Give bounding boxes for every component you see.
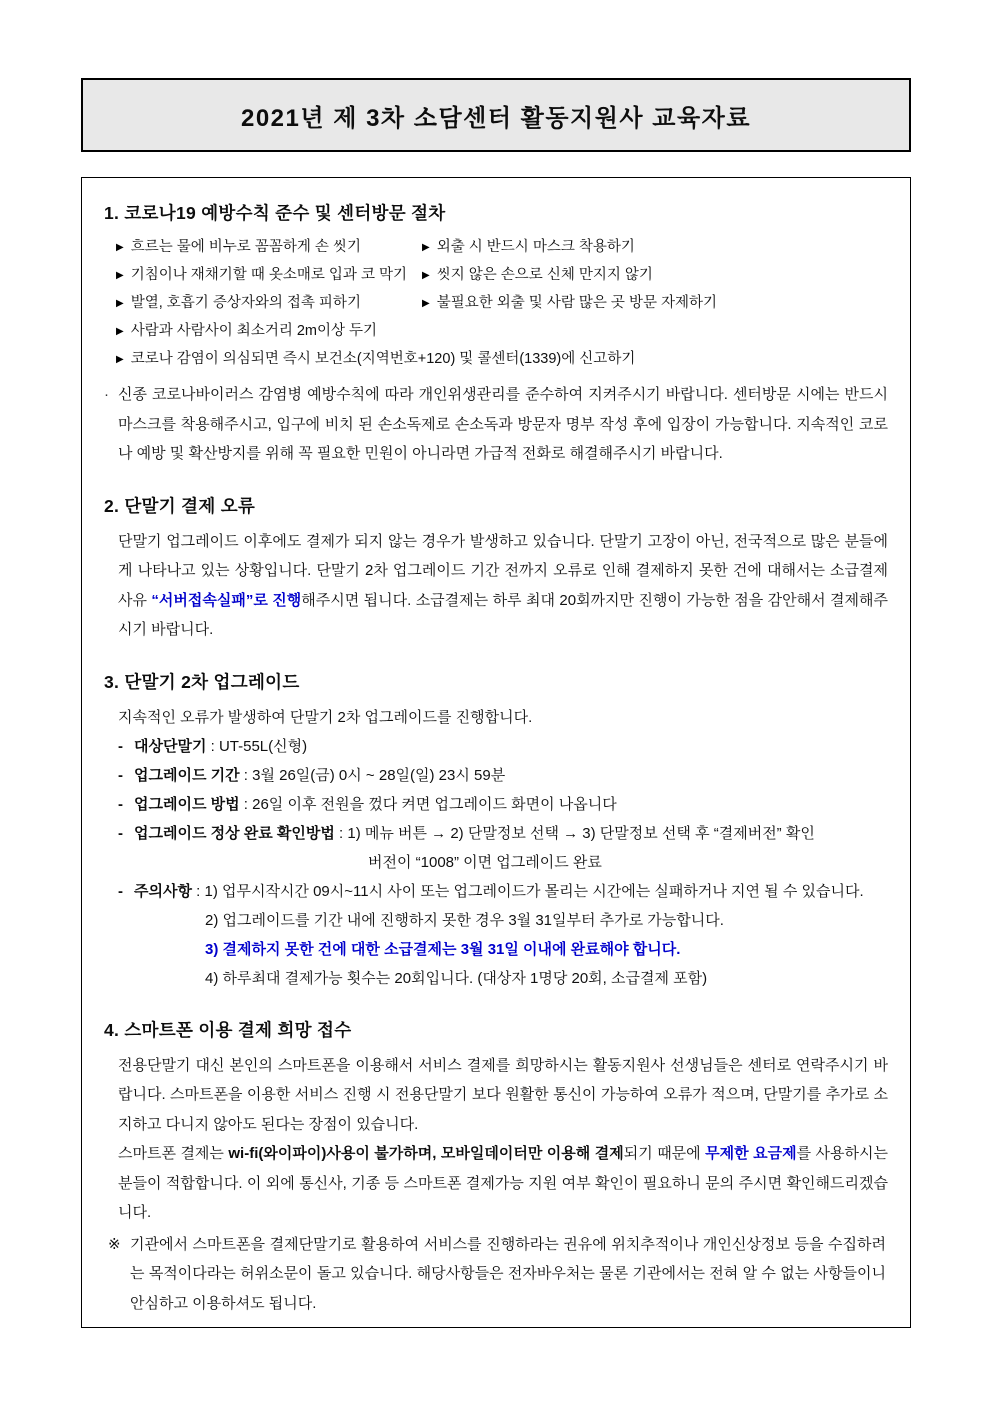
list-item — [422, 290, 888, 318]
paragraph-text: 기관에서 스마트폰을 결제단말기로 활용하여 서비스를 진행하라는 권유에 위치추적이나 개인신상정보 등을 수집하려는 목적이다라는 허위소문이 돌고 있습니다. 해당사항들은 전자바우처는 물론 기관에서는 전혀 알 수 없는 사항들이니 안심하고 이용하셔도 됩니다. — [130, 1235, 886, 1312]
bullet-text: 씻지 않은 손으로 신체 만지지 않기 — [436, 267, 653, 283]
triangle-bullet-icon: ▶ — [116, 326, 124, 337]
dash-bullet-icon: - — [118, 737, 123, 755]
paragraph-text: 전용단말기 대신 본인의 스마트폰을 이용해서 서비스 결제를 희망하시는 활동지원사 선생님들은 센터로 연락주시기 바랍니다. 스마트폰을 이용한 서비스 진행 시 전용단말기 보다 원활한 통신이 가능하여 오류가 적으며, 단말기를 추가로 소지하고 다니지 않아도 된다는 장점이 있습니다. — [118, 1056, 888, 1133]
list-item — [104, 761, 888, 790]
triangle-bullet-icon: ▶ — [422, 242, 430, 253]
covid-bullet-grid — [104, 234, 888, 318]
list-item-text: 업그레이드 기간 : 3월 26일(금) 0시 ~ 28일(일) 23시 59분 — [134, 766, 506, 784]
paragraph-text: 지속적인 오류가 발생하여 단말기 2차 업그레이드를 진행합니다. — [118, 708, 533, 726]
section-3-heading: 3. 단말기 2차 업그레이드 — [104, 671, 300, 692]
list-item — [116, 318, 888, 346]
document-body-box — [81, 177, 911, 1328]
section-covid-rules — [104, 200, 888, 469]
triangle-bullet-icon: ▶ — [422, 270, 430, 281]
dash-bullet-icon: - — [118, 824, 123, 842]
section-2-heading: 2. 단말기 결제 오류 — [104, 495, 256, 516]
list-item-text: 업그레이드 방법 : 26일 이후 전원을 껐다 켜면 업그레이드 화면이 나옵니다 — [134, 795, 617, 813]
bullet-text: 흐르는 물에 비누로 꼼꼼하게 손 씻기 — [130, 239, 361, 255]
covid-bullet-singles — [104, 318, 888, 374]
list-item — [422, 234, 888, 262]
section-terminal-upgrade — [104, 669, 888, 993]
bullet-text: 외출 시 반드시 마스크 착용하기 — [436, 239, 635, 255]
bullet-text: 코로나 감염이 의심되면 즉시 보건소(지역번호+120) 및 콜센터(1339)에 신고하기 — [130, 351, 636, 367]
document-title-box — [81, 78, 911, 152]
list-item — [104, 790, 888, 819]
bullet-text: 불필요한 외출 및 사람 많은 곳 방문 자제하기 — [436, 295, 718, 311]
triangle-bullet-icon: ▶ — [422, 298, 430, 309]
section-1-heading: 1. 코로나19 예방수칙 준수 및 센터방문 절차 — [104, 203, 446, 223]
list-item-text: 업그레이드 정상 완료 확인방법 : 1) 메뉴 버튼 → 2) 단말정보 선택 → 3) 단말정보 선택 후 “결제버전” 확인 — [134, 824, 815, 842]
bullet-text: 사람과 사람사이 최소거리 2m이상 두기 — [130, 323, 378, 339]
list-item — [116, 290, 422, 318]
list-item — [104, 732, 888, 761]
section-4-heading: 4. 스마트폰 이용 결제 희망 접수 — [104, 1019, 352, 1040]
list-item — [116, 346, 888, 374]
section-terminal-payment-error — [104, 493, 888, 645]
list-item — [116, 234, 422, 262]
page-title: 2021년 제 3차 소담센터 활동지원사 교육자료 — [240, 104, 752, 132]
triangle-bullet-icon: ▶ — [116, 298, 124, 309]
list-item — [116, 262, 422, 290]
dash-bullet-icon: - — [118, 766, 123, 784]
reference-mark-icon: ※ — [108, 1235, 121, 1253]
dash-bullet-icon: - — [118, 795, 123, 813]
list-subitem: 2) 업그레이드를 기간 내에 진행하지 못한 경우 3월 31일부터 추가로 가능합니다. — [205, 911, 724, 929]
triangle-bullet-icon: ▶ — [116, 270, 124, 281]
covid-note-paragraph — [104, 380, 888, 469]
list-item-text: 주의사항 : 1) 업무시작시간 09시~11시 사이 또는 업그레이드가 몰리는 시간에는 실패하거나 지연 될 수 있습니다. — [134, 882, 864, 900]
dot-bullet-icon: · — [104, 386, 109, 403]
dash-bullet-icon: - — [118, 882, 123, 900]
paragraph-text: 단말기 업그레이드 이후에도 결제가 되지 않는 경우가 발생하고 있습니다. 단말기 고장이 아닌, 전국적으로 많은 분들에게 나타나고 있는 상황입니다. 단말기 2차 업그레이드 기간 전까지 오류로 인해 결제하지 못한 건에 대해서는 소급결제 사유 “서버접속실패”로 진행해주시면 됩니다. 소급결제는 하루 최대 20회까지만 진행이 가능한 점을 감안해서 결제해주시기 바랍니다. — [118, 532, 888, 638]
reference-note — [104, 1230, 888, 1319]
list-subitem: 4) 하루최대 결제가능 횟수는 20회입니다. (대상자 1명당 20회, 소급결제 포함) — [205, 969, 708, 987]
bullet-text: 기침이나 재채기할 때 옷소매로 입과 코 막기 — [130, 267, 407, 283]
list-subitem: 3) 결제하지 못한 건에 대한 소급결제는 3월 31일 이내에 완료해야 합니다. — [205, 940, 681, 958]
list-item — [104, 877, 888, 906]
list-item-continuation: 버전이 “1008” 이면 업그레이드 완료 — [368, 853, 602, 871]
list-item — [422, 262, 888, 290]
section-smartphone-payment — [104, 1017, 888, 1319]
paragraph-text: 스마트폰 결제는 wi-fi(와이파이)사용이 불가하며, 모바일데이터만 이용해 결제되기 때문에 무제한 요금제를 사용하시는 분들이 적합합니다. 이 외에 통신사, 기종 등 스마트폰 결제가능 지원 여부 확인이 필요하니 문의 주시면 확인해드리겠습니다. — [118, 1145, 888, 1221]
paragraph-text: 신종 코로나바이러스 감염병 예방수칙에 따라 개인위생관리를 준수하여 지켜주시기 바랍니다. 센터방문 시에는 반드시 마스크를 착용해주시고, 입구에 비치 된 손소독제로 손소독과 방문자 명부 작성 후에 입장이 가능합니다. 지속적인 코로나 예방 및 확산방지를 위해 꼭 필요한 민원이 아니라면 가급적 전화로 해결해주시기 바랍니다. — [118, 386, 888, 462]
list-item — [104, 819, 888, 848]
triangle-bullet-icon: ▶ — [116, 242, 124, 253]
bullet-text: 발열, 호흡기 증상자와의 접촉 피하기 — [130, 295, 361, 311]
list-item-text: 대상단말기 : UT-55L(신형) — [134, 737, 308, 755]
triangle-bullet-icon: ▶ — [116, 354, 124, 365]
